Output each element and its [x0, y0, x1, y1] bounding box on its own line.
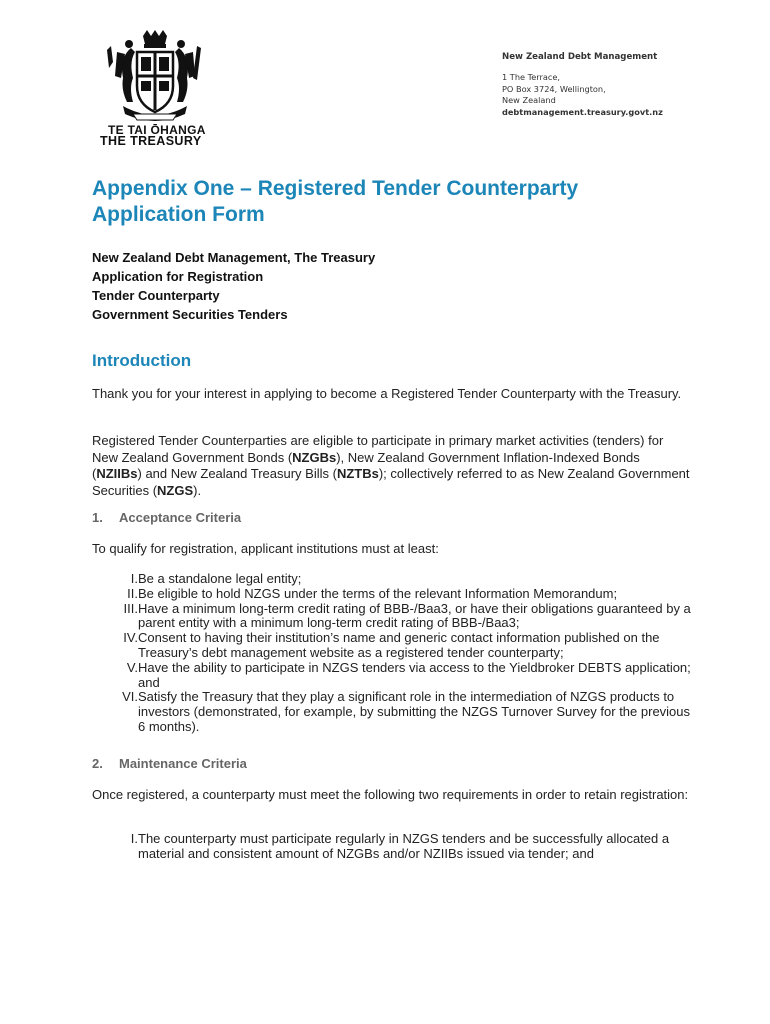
text-run: ); collectively referred to as New Zealand Government Securities ( [92, 466, 690, 498]
item-text: Be a standalone legal entity; [138, 571, 302, 586]
subtitle-line: Government Securities Tenders [92, 307, 288, 322]
item-text: Satisfy the Treasury that they play a significant role in the intermediation of NZGS products to investors (demonstrated, for example, by submitting the NZGS Turnover Survey for the previous 6 months). [138, 689, 691, 734]
section-intro: To qualify for registration, applicant institutions must at least: [92, 541, 439, 556]
item-number: III. [123, 600, 138, 616]
section-heading-acceptance [92, 510, 241, 525]
item-number: IV. [123, 630, 138, 646]
title-line: Application Form [92, 203, 265, 226]
acceptance-criteria-list [92, 572, 692, 735]
item-text: Consent to having their institution’s name and generic contact information published on the Treasury’s debt management website as a registered tender counterparty; [138, 630, 660, 660]
address-line: 1 The Terrace, [502, 72, 561, 82]
intro-paragraph: Thank you for your interest in applying to become a Registered Tender Counterparty with the Treasury. [92, 386, 682, 401]
item-number: II. [127, 585, 138, 601]
item-text: Be eligible to hold NZGS under the terms of the relevant Information Memorandum; [138, 585, 618, 601]
logo-maori-name: TE TAI ŌHANGA [108, 123, 206, 137]
address-line: PO Box 3724, Wellington, [502, 83, 606, 94]
list-item [92, 631, 692, 661]
page-title [92, 176, 692, 228]
section-number: 2. [92, 756, 103, 771]
section-heading-maintenance [92, 756, 247, 771]
logo-english-name: THE TREASURY [100, 134, 202, 148]
item-number: V. [126, 659, 138, 675]
org-name: New Zealand Debt Management [502, 52, 658, 62]
text-run-bold: NZGS [157, 482, 194, 498]
text-run: Registered Tender Counterparties are eligible to participate in primary market activities (tenders) for New Zealand Government Bonds ( [92, 433, 664, 465]
title-line: Appendix One – Registered Tender Counterparty [92, 177, 579, 200]
text-run: ), New Zealand Government Inflation-Indexed Bonds ( [92, 449, 640, 481]
text-run: ) and New Zealand Treasury Bills ( [137, 466, 337, 481]
coat-of-arms-icon [93, 28, 218, 128]
subtitle-line: Application for Registration [92, 269, 264, 284]
list-item [92, 661, 692, 691]
subtitle-block [92, 248, 375, 324]
text-run-bold: NZIIBs [96, 466, 138, 481]
list-item [92, 602, 692, 632]
item-number: VI. [122, 689, 138, 705]
section-title: Maintenance Criteria [119, 756, 247, 771]
text-run-bold: NZGBs [292, 449, 337, 465]
list-item [92, 572, 692, 587]
section-title: Acceptance Criteria [119, 510, 242, 525]
text-run-bold: NZTBs [336, 466, 379, 481]
subtitle-line: New Zealand Debt Management, The Treasury [92, 250, 376, 265]
list-item [92, 690, 692, 734]
introduction-heading: Introduction [92, 351, 192, 370]
maintenance-criteria-list [92, 832, 692, 862]
eligibility-paragraph [92, 433, 692, 499]
section-intro: Once registered, a counterparty must meet the following two requirements in order to retain registration: [92, 787, 689, 802]
item-text: Have the ability to participate in NZGS tenders via access to the Yieldbroker DEBTS application; and [138, 659, 691, 690]
list-item [92, 832, 692, 862]
item-text: The counterparty must participate regularly in NZGS tenders and be successfully allocated a material and consistent amount of NZGBs and/or NZIIBs issued via tender; and [138, 831, 670, 861]
text-run: ). [193, 482, 202, 498]
section-number: 1. [92, 510, 103, 525]
website-link[interactable]: debtmanagement.treasury.govt.nz [502, 106, 663, 117]
address-block [502, 72, 663, 118]
item-text: Have a minimum long-term credit rating of BBB-/Baa3, or have their obligations guaranteed by a parent entity with a minimum long-term credit rating of BBB-/Baa3; [138, 600, 691, 631]
item-number: I. [130, 571, 138, 586]
list-item [92, 587, 692, 602]
item-number: I. [130, 831, 138, 846]
address-line: New Zealand [502, 95, 556, 105]
subtitle-line: Tender Counterparty [92, 288, 220, 303]
